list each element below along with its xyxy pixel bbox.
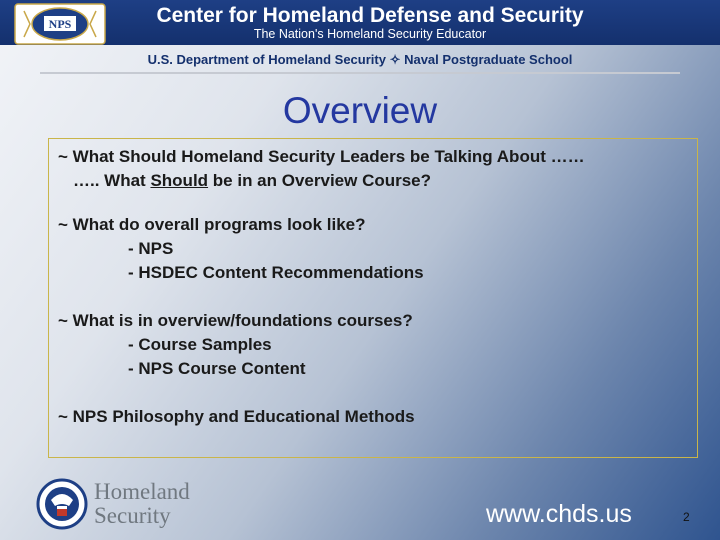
bullet-2: ~ What do overall programs look like? — [58, 215, 366, 234]
bullet-1-line-2 — [73, 171, 431, 191]
center-subtitle: The Nation's Homeland Security Educator — [253, 27, 487, 41]
bullet-3-sub-1: - Course Samples — [128, 335, 272, 354]
bullet-2-sub-1: - NPS — [128, 239, 174, 258]
bullet-2-sub-2: - HSDEC Content Recommendations — [128, 263, 424, 282]
dhs-logo-line-2: Security — [94, 503, 171, 528]
bullet-3-sub-2: - NPS Course Content — [128, 359, 306, 378]
dhs-seal-icon — [36, 478, 88, 530]
bullet-1-emphasis: Should — [150, 171, 209, 190]
department-line: U.S. Department of Homeland Security ✧ Naval Postgraduate School — [147, 52, 573, 67]
bullet-1-line-1: ~ What Should Homeland Security Leaders be Talking About …… — [58, 147, 585, 166]
page-number: 2 — [683, 510, 690, 524]
content-box — [48, 138, 698, 458]
dhs-logo-line-1: Homeland — [94, 479, 190, 504]
center-title: Center for Homeland Defense and Security — [156, 4, 584, 27]
bullet-1-line-2-after: be in an Overview Course? — [208, 171, 432, 190]
nps-seal-icon — [14, 3, 106, 45]
nps-seal-text: NPS — [48, 17, 72, 31]
bullet-1-line-2-before: ….. What — [73, 171, 151, 190]
department-bar — [40, 48, 680, 74]
website-url: www.chds.us — [486, 500, 632, 528]
bullet-3: ~ What is in overview/foundations courses? — [58, 311, 413, 330]
bullet-4: ~ NPS Philosophy and Educational Methods — [58, 407, 415, 426]
dhs-logo — [36, 478, 226, 530]
slide-title: Overview — [282, 90, 438, 131]
header-banner — [0, 0, 720, 45]
